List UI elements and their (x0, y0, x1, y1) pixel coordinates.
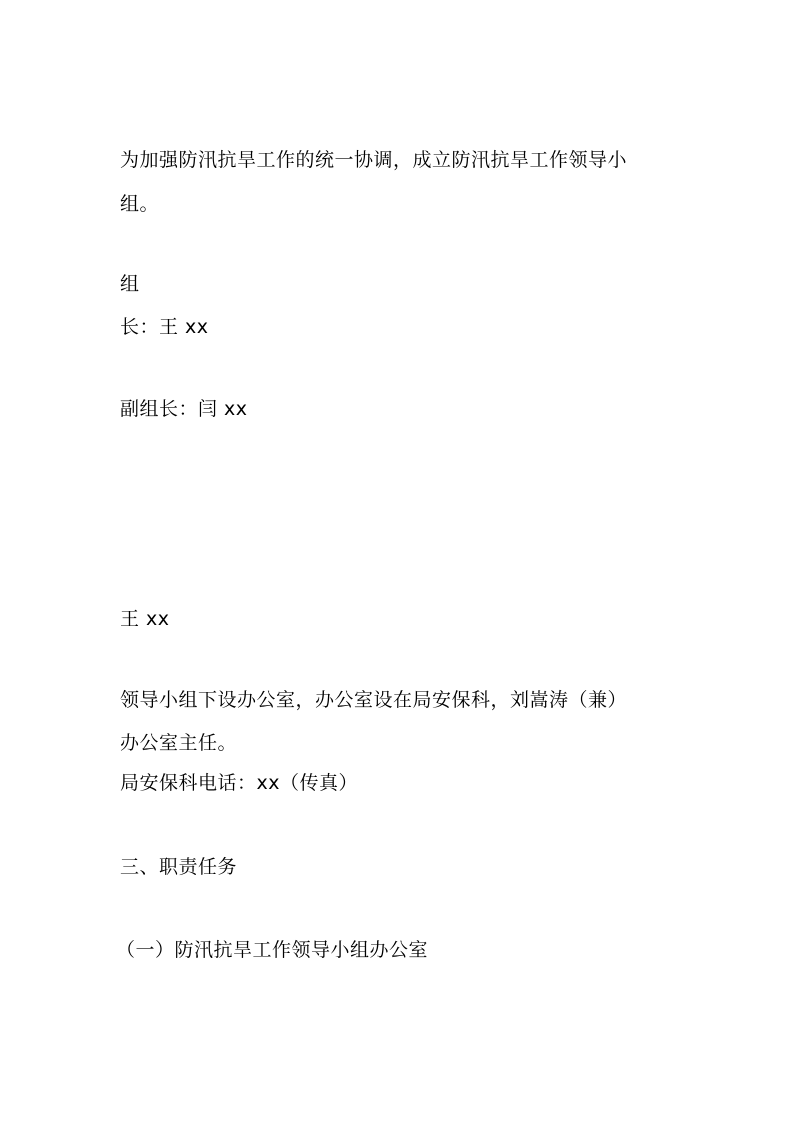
paragraph-intro-line-2: 组。 (120, 193, 160, 215)
group-leader-label-part-1: 组 (120, 273, 140, 295)
office-phone-line: 局安保科电话：xx（传真） (120, 772, 358, 794)
deputy-leader-line: 副组长：闫 xx (120, 398, 248, 420)
member-name-line: 王 xx (120, 608, 170, 630)
subsection-heading-office: （一）防汛抗旱工作领导小组办公室 (116, 939, 429, 961)
office-setup-line-2: 办公室主任。 (120, 732, 238, 754)
section-heading-duties: 三、职责任务 (120, 856, 238, 878)
paragraph-intro-line-1: 为加强防汛抗旱工作的统一协调，成立防汛抗旱工作领导小 (120, 149, 628, 171)
office-setup-line-1: 领导小组下设办公室，办公室设在局安保科，刘嵩涛（兼） (120, 689, 628, 711)
group-leader-line: 长：王 xx (120, 316, 209, 338)
